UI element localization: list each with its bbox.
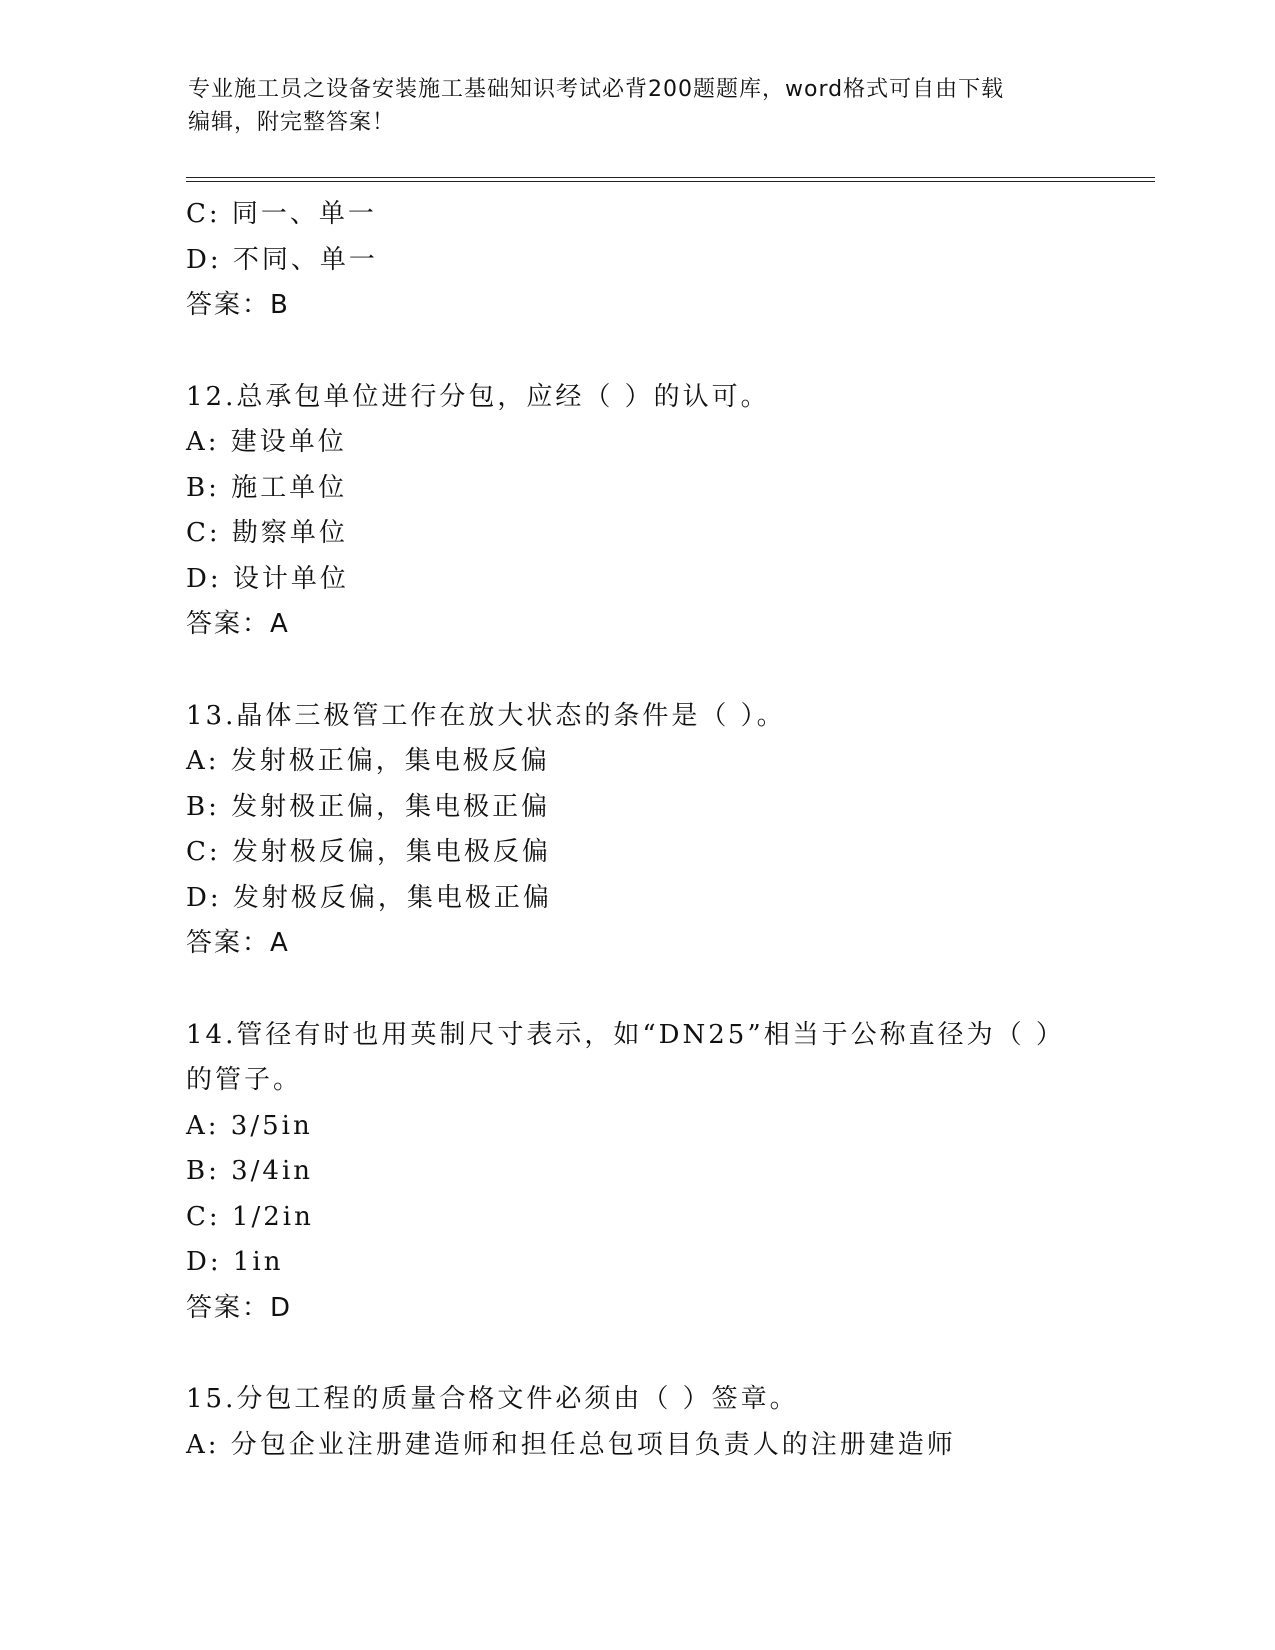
question-list	[186, 192, 1146, 1468]
question-text: 15.分包工程的质量合格文件必须由（ ）签章。	[186, 1384, 799, 1414]
header-divider-bottom	[186, 181, 1155, 182]
option-d: D: 不同、单一	[186, 244, 378, 275]
answer: 答案：A	[186, 928, 290, 958]
question-text-line-1: 14.管径有时也用英制尺寸表示，如“DN25”相当于公称直径为（ ）	[186, 1019, 1065, 1050]
answer: 答案：B	[186, 290, 290, 320]
question-text: 12.总承包单位进行分包，应经（ ）的认可。	[186, 381, 770, 412]
question-13	[186, 694, 1146, 967]
option-c: C: 1/2in	[186, 1201, 314, 1232]
answer: 答案：D	[186, 1292, 293, 1323]
option-c: C: 勘察单位	[186, 518, 348, 548]
question-12	[186, 375, 1146, 648]
option-c: C: 发射极反偏，集电极反偏	[186, 837, 551, 867]
option-b: B: 发射极正偏，集电极正偏	[186, 791, 551, 822]
document-header	[188, 73, 1088, 139]
option-d: D: 设计单位	[186, 563, 349, 594]
spacer	[186, 967, 1146, 1013]
question-text: 13.晶体三极管工作在放大状态的条件是（ ）。	[186, 700, 786, 731]
option-d: D: 1in	[186, 1247, 284, 1277]
header-title-line-2: 编辑，附完整答案！	[188, 110, 396, 135]
option-d: D: 发射极反偏，集电极正偏	[186, 882, 552, 913]
question-fragment	[186, 192, 1146, 329]
option-a: A: 建设单位	[186, 427, 347, 457]
question-15	[186, 1377, 1146, 1468]
option-a: A: 发射极正偏，集电极反偏	[186, 746, 550, 776]
spacer	[186, 1331, 1146, 1377]
option-a: A: 分包企业注册建造师和担任总包项目负责人的注册建造师	[186, 1429, 956, 1460]
spacer	[186, 329, 1146, 375]
header-title-line-1: 专业施工员之设备安装施工基础知识考试必背200题题库，word格式可自由下载	[188, 77, 1005, 102]
question-text-line-2: 的管子。	[186, 1065, 303, 1095]
question-14	[186, 1013, 1146, 1332]
option-b: B: 3/4in	[186, 1156, 314, 1186]
option-c: C: 同一、单一	[186, 199, 377, 229]
spacer	[186, 648, 1146, 694]
option-a: A: 3/5in	[186, 1110, 313, 1141]
option-b: B: 施工单位	[186, 472, 348, 503]
header-divider-top	[186, 177, 1155, 178]
answer: 答案：A	[186, 609, 290, 639]
